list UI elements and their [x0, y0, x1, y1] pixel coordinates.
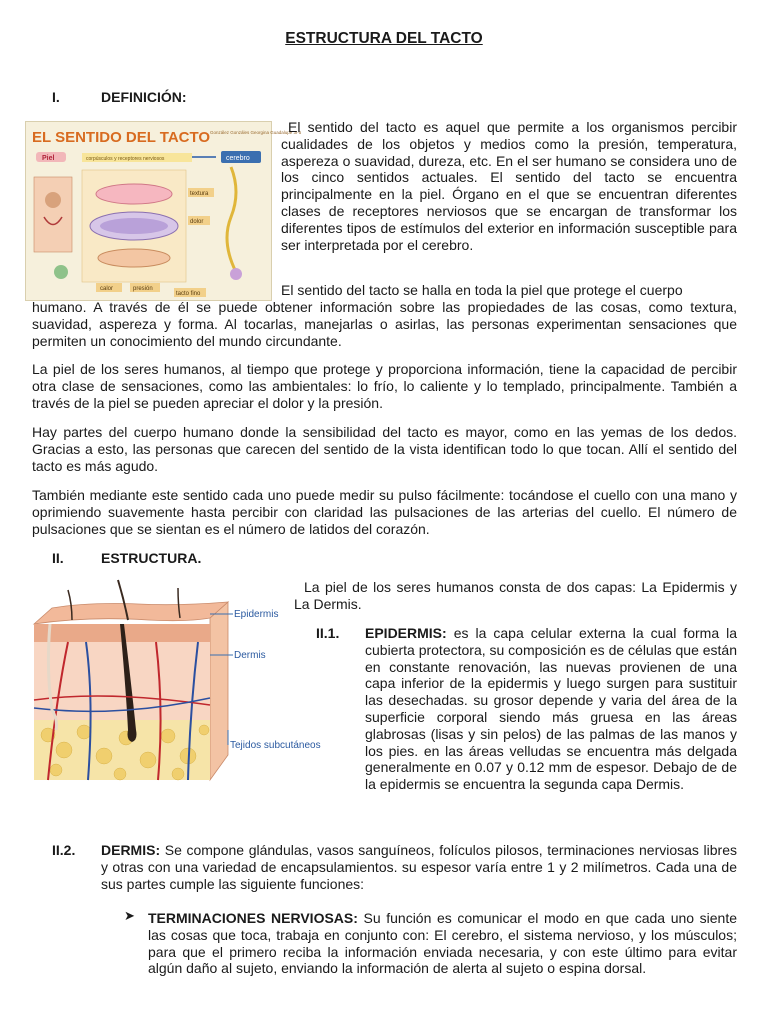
section-1-number: I.	[52, 89, 60, 105]
definition-paragraph-5: También mediante este sentido cada uno puede medir su pulso fácilmente: tocándose el cuello con una mano y oprimiendo suavemente hasta percibir con claridad las pulsaciones de las arterias del cuello. El número de pulsaciones que se sientan es el número de latidos del corazón.	[32, 487, 737, 537]
left-bottom-shape	[54, 265, 68, 279]
pacini-core	[100, 218, 168, 234]
section-1-heading: DEFINICIÓN:	[101, 89, 187, 105]
section-2-number: II.	[52, 550, 64, 566]
piel-tag: Piel	[42, 155, 55, 162]
terminaciones-term: TERMINACIONES NERVIOSAS:	[148, 910, 358, 926]
textura-label: textura	[190, 191, 209, 197]
dolor-label: dolor	[190, 219, 204, 225]
bullet-arrow-icon: ➤	[124, 908, 135, 923]
terminaciones-paragraph	[148, 910, 737, 977]
block-side	[210, 602, 228, 780]
definition-paragraph-2-start: El sentido del tacto se halla en toda la piel que protege el cuerpo	[281, 282, 683, 298]
tacto-fino-label: tacto fino	[176, 291, 201, 297]
definition-paragraph-4: Hay partes del cuerpo humano donde la sensibilidad del tacto es mayor, como en las yemas de los dedos. Gracias a esto, las personas que carecen del sentido de la vista identifican todo lo que tocan. Allí el sentido del tacto es más agudo.	[32, 424, 737, 474]
dermis-label: Dermis	[234, 650, 266, 661]
epidermis-text: es la capa celular externa la cual forma la cubierta protectora, su composición es de células que están en constante renovación, las nuevas provienen de una capa inferior de la epidermis y luego surgen para sustituir las desechadas. su grosor depende y varia del área de la superficie corporal siendo más gruesa en las áreas glabrosas (lisas y sin pelos) de las palmas de las manos y los pies. en las áreas velludas se encuentra más delgada generalmente en 0.07 y 0.12 mm de espesor. Debajo de de la epidermis se encuentra la segunda capa Dermis.	[365, 625, 738, 793]
dermis-paragraph	[101, 842, 737, 892]
tejidos-label: Tejidos subcutáneos	[230, 740, 321, 751]
epidermis-paragraph	[365, 625, 737, 793]
receptores-tag: corpúsculos y receptores nerviosos	[86, 156, 165, 162]
skin-section-left	[34, 177, 72, 252]
dermis-term: DERMIS:	[101, 842, 161, 858]
skin-layers-diagram	[28, 580, 321, 795]
presion-label: presión	[133, 286, 153, 292]
meissner-corpuscle	[96, 184, 172, 204]
infographic-drawing	[26, 122, 302, 300]
hand-shape	[230, 268, 242, 280]
definition-paragraph-1: El sentido del tacto es aquel que permite a los organismos percibir cualidades de los objetos y medios como la presión, temperatura, aspereza o suavidad, dureza, etc. En el ser humano se considera uno de los cinco sentidos actuales. El sentido del tacto se encuentra principalmente en la piel. Órgano en el que se encuentran diferentes clases de receptores nerviosos que se encargan de transformar los diferentes tipos de estímulos del exterior en información susceptible para ser interpretada por el cerebro.	[281, 119, 737, 253]
epidermis-label: Epidermis	[234, 609, 279, 620]
estructura-intro: La piel de los seres humanos consta de dos capas: La Epidermis y La Dermis.	[294, 579, 737, 612]
skin-diagram-drawing	[28, 580, 321, 795]
calor-label: calor	[100, 286, 114, 292]
section-2-heading: ESTRUCTURA.	[101, 550, 202, 566]
definition-paragraph-3: La piel de los seres humanos, al tiempo que protege y proporciona información, tiene la capacidad de percibir otra clase de sensaciones, como las ambientales: lo frío, lo caliente y lo templado, principalmente. También a través de la piel se pueden apreciar el dolor y la presión.	[32, 361, 737, 411]
infographic-authors: González Gonzáles Georgina Guadalupe 3I-5	[210, 130, 302, 135]
document-title: ESTRUCTURA DEL TACTO	[285, 30, 483, 47]
ruffini-corpuscle	[98, 249, 170, 267]
terminaciones-text: Su función es comunicar el modo en que cada uno siente las cosas que toca, trabaja en conjunto con: El cerebro, el sistema nervioso, y los músculos; para que el primero reciba la información enviada necesaria, y con este último para evitar algún daño al sujeto, enviando la información de alerta al sujeto o espina dorsal.	[148, 910, 737, 977]
dermis-text: Se compone glándulas, vasos sanguíneos, folículos pilosos, terminaciones nerviosas libres y otras con una variedad de encapsulamientos. su espesor varía entre 1 y 2 milímetros. Cada una de sus partes cumple las siguiente funciones:	[101, 842, 738, 892]
subsection-ii2-number: II.2.	[52, 842, 76, 858]
cerebro-tag: cerebro	[226, 155, 250, 162]
epidermis-term: EPIDERMIS:	[365, 625, 447, 641]
hair-follicle-shape	[45, 192, 61, 208]
subsection-ii1-number: II.1.	[316, 625, 340, 641]
definition-paragraph-2-rest: humano. A través de él se puede obtener información sobre las propiedades de las cosas, como textura, suavidad, aspereza y forma. Al tocarlas, manejarlas o asirlas, las personas experimentan sensaciones que permiten un conocimiento del mundo circundante.	[32, 299, 737, 349]
infographic-heading: EL SENTIDO DEL TACTO	[32, 129, 211, 146]
sentido-del-tacto-infographic	[25, 121, 302, 301]
